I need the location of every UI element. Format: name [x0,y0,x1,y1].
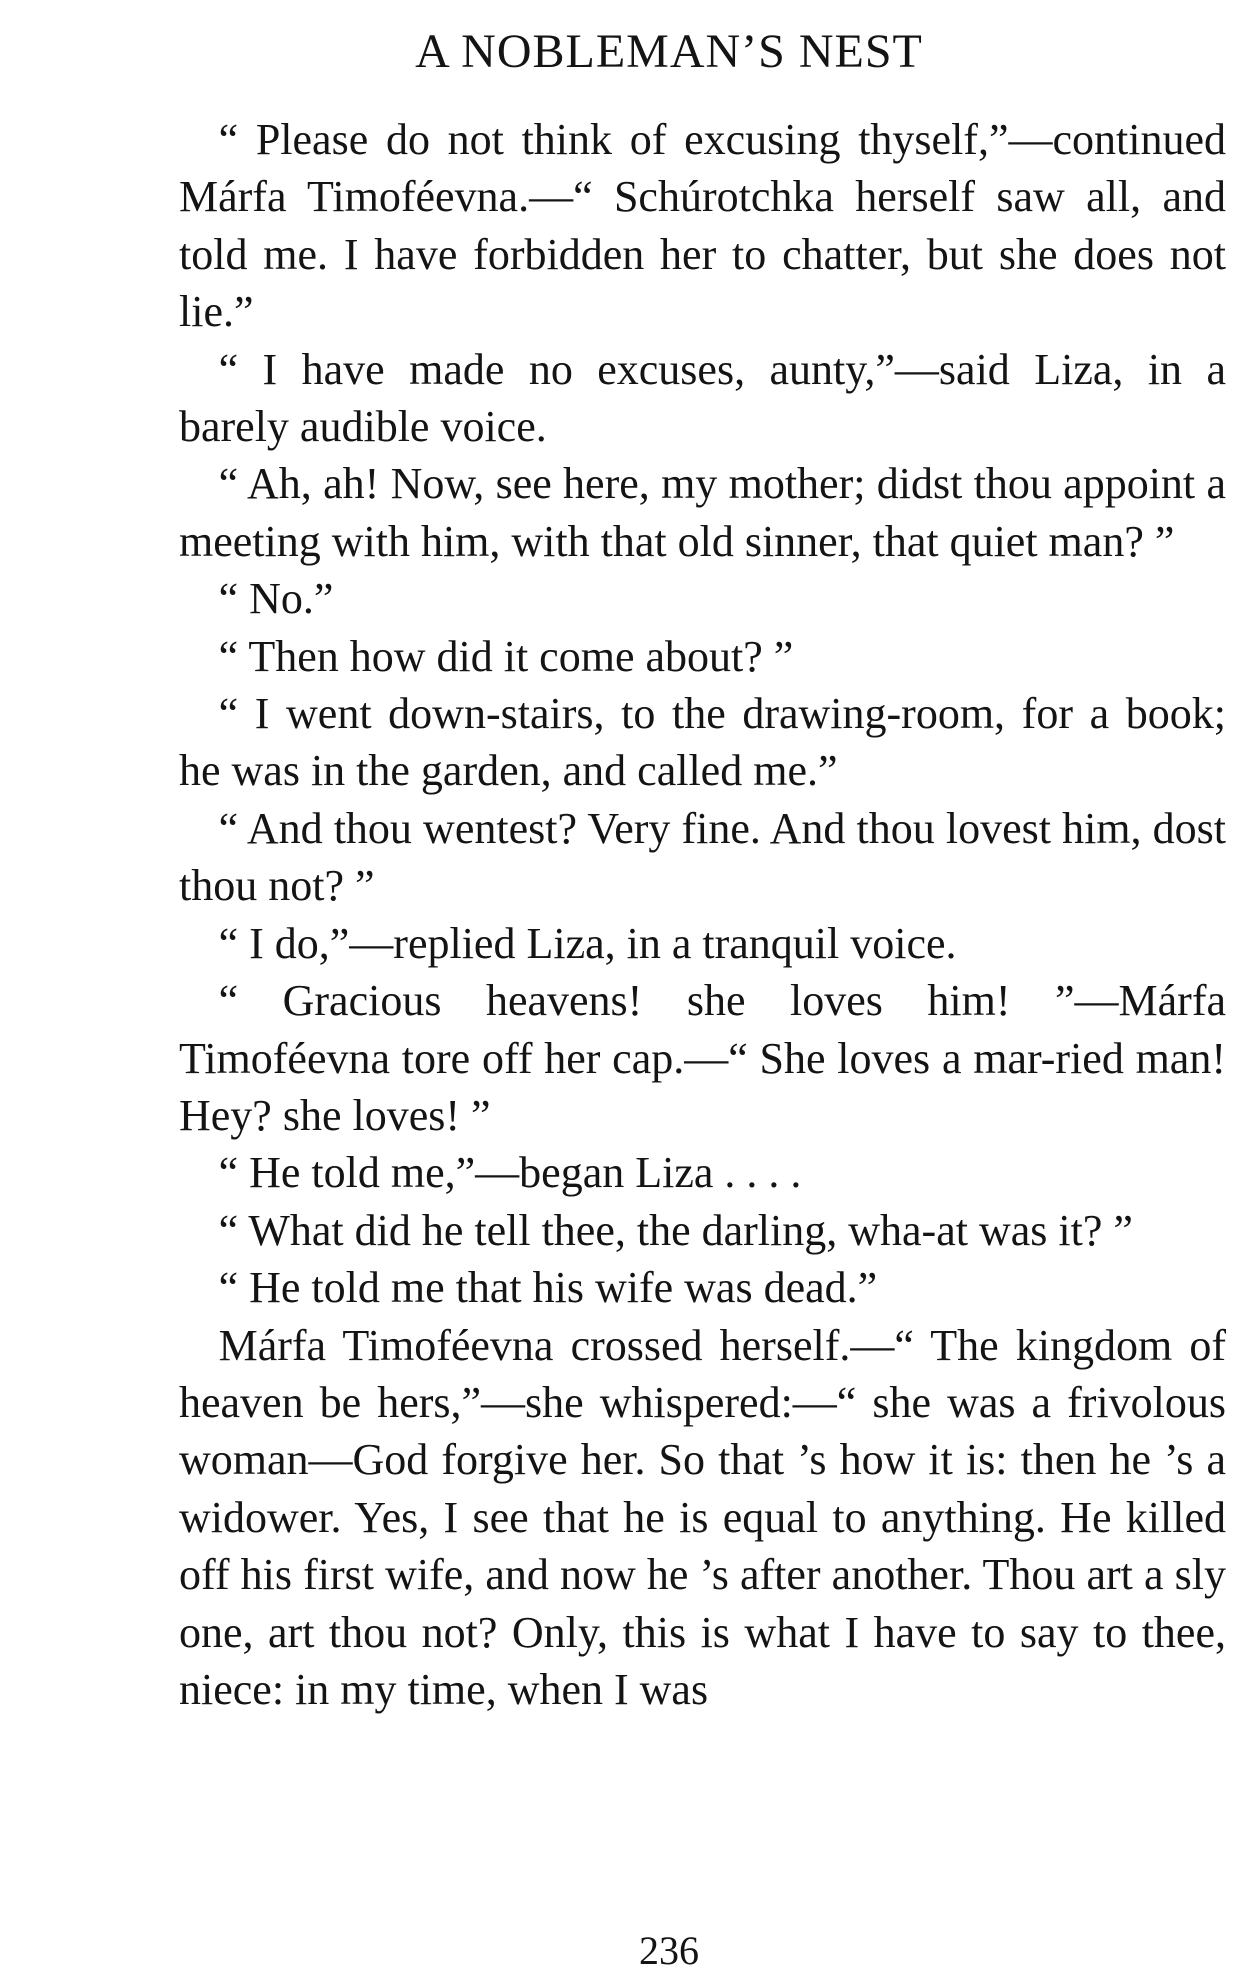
running-head: A NOBLEMAN’S NEST [415,25,923,78]
paragraph: Márfa Timoféevna crossed herself.—“ The kingdom of heaven be hers,”—she whispered:—“ she was a frivolous woman—God forgive her. So that ’s how it is: then he ’s a widower. Yes, I see that he is equal to anything. He killed off his first wife, and now he ’s after another. Thou art a sly one, art thou not? Only, this is what I have to say to thee, niece: in my time, when I was [179,1320,1226,1714]
paragraph: “ Please do not think of excusing thyself,”—continued Márfa Timoféevna.—“ Schúrotchka herself saw all, and told me. I have forbidden her to chatter, but she does not lie.” [179,115,1226,337]
page-number: 236 [639,1928,699,1973]
body-text [179,111,1226,1718]
paragraph: “ I have made no excuses, aunty,”—said Liza, in a barely audible voice. [179,344,1226,452]
paragraph: “ I went down-stairs, to the drawing-room, for a book; he was in the garden, and called me.” [179,689,1226,796]
paragraph: “ What did he tell thee, the darling, wha-at was it? ” [218,1205,1133,1255]
paragraph: “ I do,”—replied Liza, in a tranquil voice. [218,918,957,968]
paragraph: “ Then how did it come about? ” [218,631,794,681]
paragraph: “ Ah, ah! Now, see here, my mother; didst thou appoint a meeting with him, with that old sinner, that quiet man? ” [179,459,1226,566]
paragraph: “ He told me,”—began Liza . . . . [218,1148,802,1198]
paragraph: “ No.” [218,574,334,624]
paragraph: “ And thou wentest? Very fine. And thou lovest him, dost thou not? ” [179,803,1226,911]
paragraph: “ Gracious heavens! she loves him! ”—Márfa Timoféevna tore off her cap.—“ She loves a mar-ried man! Hey? she loves! ” [179,976,1226,1140]
paragraph: “ He told me that his wife was dead.” [218,1263,878,1313]
